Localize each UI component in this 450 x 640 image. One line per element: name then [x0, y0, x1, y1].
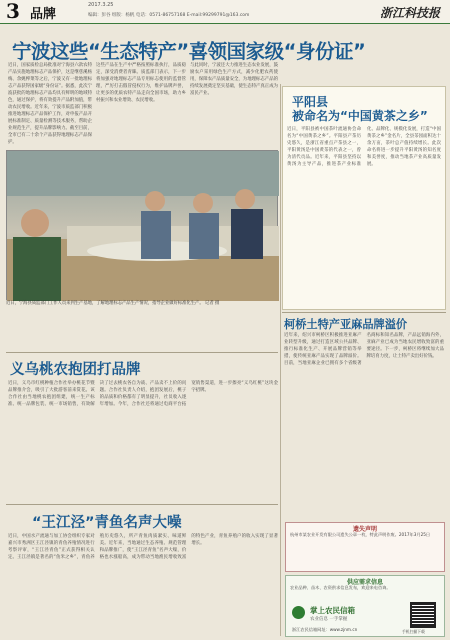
divider	[6, 352, 278, 353]
lead-text-col1: 近日，国家质检总局批准对宁海县六款农特产品实施地理标志产品保护，这是继慈溪杨梅、余姚榨菜等之后，宁波又有一批地理标志产品获得国家级“身份证”。据悉，此次宁波获批的地理标志产品均具有鲜明的地域特色，通过保护，将有效提升产品附加值，带动农民增收。近年来，宁波市质监部门积极推进地理标志产品保护工作，对申报产品开展标准制定、质量检测等技术服务，帮助企业规范生产，提升品牌影响力。截至目前，全市已有二十余个产品获得地理标志产品保护。	[8, 63, 92, 145]
ad-text: 农业品种、苗木、农资供求信息发布，欢迎来电咨询。	[290, 585, 391, 590]
section-name: 品牌	[30, 7, 57, 22]
article3-text: 近日，义乌市红桃种植合作社举办桃花节暨品牌推介会，吸引了大批游客前来赏花。该合作社由当地桃农抱团组建，统一生产标准、统一品牌包装、统一市场销售，有效解决了过去桃农各自为战、产品卖不上价的问题。合作社负责人介绍，抱团发展后，桃子的品质和价格都有了明显提升，社员收入逐年增加。今年，合作社还将通过电商平台拓宽销售渠道，进一步擦亮“义乌红桃”这块金字招牌。	[8, 381, 278, 407]
lead-headline: 宁波这些“生态特产”喜领国家级“身份证”	[12, 40, 366, 63]
ad-box	[285, 575, 445, 637]
qr-code-icon	[410, 602, 436, 628]
ad-title: 供应需求信息	[346, 579, 383, 586]
ad-slogan: 农业信息 一手掌握	[310, 617, 348, 622]
ad-url: 浙江农民信箱网址：www.zjnm.cn	[292, 627, 358, 632]
sidebar-text: 近日，平阳县被中国茶叶流通协会命名为“中国黄茶之乡”。平阳县产茶历史悠久，是浙江省重点产茶县之一，平阳黄汤是中国黄茶的代表之一，曾为清代贡品。近年来，平阳县坚持以黄汤为主导产品，推进茶产业标准化、品牌化、规模化发展，打造“中国黄茶之乡”金名片，全县茶园面积达十余万亩，茶叶总产值持续增长。此次命名将进一步提升平阳黄汤的知名度和美誉度，推动当地茶产业高质量发展。	[287, 127, 441, 167]
editor-info: 编辑：彭谷 组版：杨帆 电话：0571-86757168 E-mail:99299791@163.com	[88, 13, 250, 18]
article4-headline: “王江泾”青鱼名声大噪	[32, 515, 182, 531]
article4-text: 近日，中国水产流通与加工协会组织专家对嘉兴市秀洲区王江泾镇的青鱼养殖情况进行考察评审，“王江泾青鱼”正式获得相关认定。王江泾镇是著名的“鱼米之乡”，青鱼养殖历史悠久，所产青鱼肉质紧实、味道鲜美。近年来，当地通过生态养殖、规范管理和品牌推广，使“王江泾青鱼”名声大噪，价格也水涨船高，成为带动当地渔民增收致富的特色产业，青鱼养殖户的收入实现了显著增长。	[8, 534, 278, 560]
article3-headline: 义乌桃农抱团打品牌	[10, 362, 141, 378]
notice-title: 遗失声明	[352, 526, 377, 533]
issue-date: 2017.3.25	[88, 2, 114, 8]
page-header	[0, 0, 450, 24]
divider	[282, 312, 446, 313]
article2-text: 近年来，绍兴市柯桥区积极推进亚麻产业转型升级，通过打造区域公共品牌、推行标准化生产、开展品牌营销等举措，使传统亚麻产品实现了品牌溢价。目前，当地亚麻企业已拥有多个省级著名商标和知名品牌，产品远销海内外，亚麻产业已成为当地农民增收致富的重要途径。下一步，柯桥区将继续加大品牌培育力度，让土特产卖出好价钱。	[284, 333, 444, 366]
news-photo	[6, 150, 278, 300]
notice-text: 杭州市某农业开发有限公司遗失公章一枚，特此声明作废。2017年3月25日	[290, 532, 431, 537]
lead-text-col2: 这些产品在生产中严格按照标准执行，品质稳定，深受消费者青睐。质监部门表示，下一步将加强对地理标志产品专用标志使用的监督管理，严厉打击假冒侵权行为，维护品牌声誉，让更多的优质农特产品走向全国市场，助力乡村振兴和农业增效、农民增收。	[96, 63, 186, 103]
photo-caption: 近日，宁海县质监部门工作人员来到生产基地，了解地理标志产品生产情况，指导企业做好标准化生产。 记者 摄	[6, 301, 220, 306]
sidebar-title-line2: 被命名为“中国黄茶之乡”	[292, 109, 428, 123]
sidebar-title-line1: 平阳县	[292, 95, 329, 109]
newspaper-name: 浙江科技报	[379, 6, 440, 20]
mailbox-logo-icon	[292, 606, 305, 619]
column-rule	[280, 84, 281, 636]
divider	[6, 504, 278, 505]
notice-box	[285, 522, 445, 572]
lead-text-col3: 与此同时，宁波还大力推进生态农业发展，鼓励农户采用绿色生产方式，减少化肥农药使用，保障农产品质量安全，为地理标志产品的持续发展奠定坚实基础，使生态特产真正成为富民产业。	[190, 63, 278, 96]
ad-brand-name: 掌上农民信箱	[310, 606, 355, 615]
section-number: 3	[6, 0, 20, 23]
qr-caption: 手机扫描下载	[402, 629, 425, 634]
photo-scene	[7, 151, 279, 301]
article2-headline: 柯桥土特产亚麻品牌溢价	[284, 318, 408, 331]
